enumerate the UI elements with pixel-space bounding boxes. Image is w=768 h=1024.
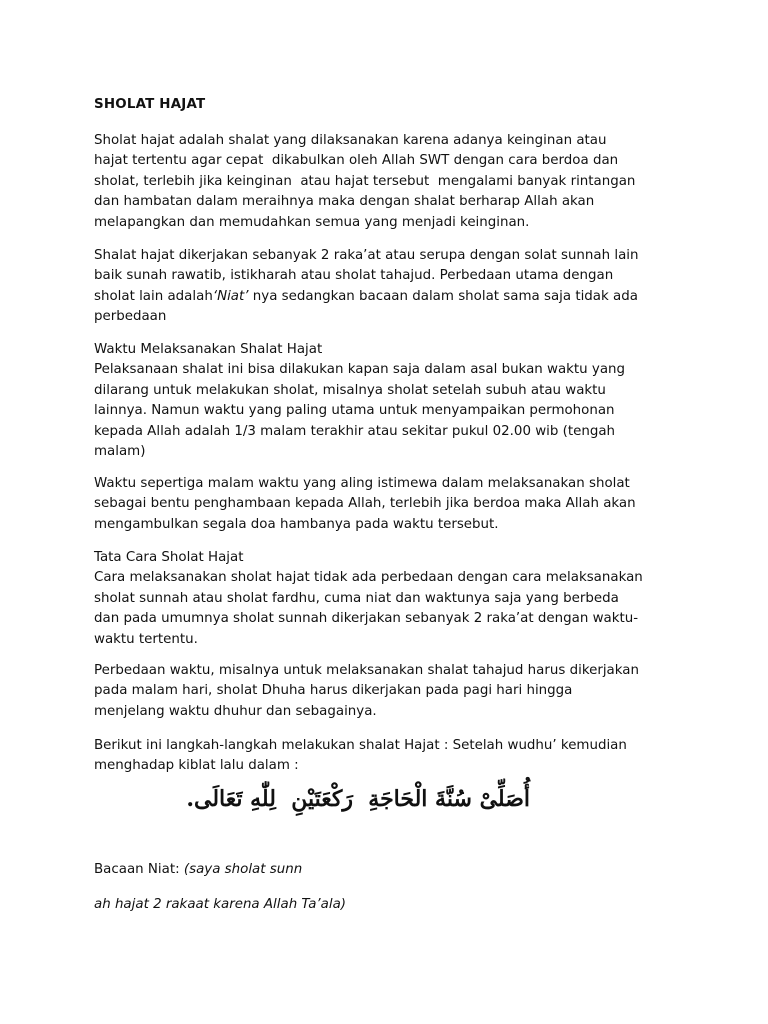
text-line: Shalat hajat dikerjakan sebanyak 2 raka’at atau serupa dengan solat sunnah lain xyxy=(94,248,639,263)
text-line: Sholat hajat adalah shalat yang dilaksanakan karena adanya keinginan atau xyxy=(94,133,607,148)
paragraph-waktu xyxy=(94,340,694,462)
section-heading: Tata Cara Sholat Hajat xyxy=(94,550,244,565)
paragraph-sepertiga-malam xyxy=(94,474,694,535)
text-line: dan pada umumnya sholat sunnah dikerjakan sebanyak 2 raka’at dengan waktu- xyxy=(94,611,639,627)
text-line: malam) xyxy=(94,444,146,460)
paragraph-perbedaan-waktu xyxy=(94,661,694,722)
text-line: mengambulkan segala doa hambanya pada waktu tersebut. xyxy=(94,516,499,532)
text-line: Cara melaksanakan sholat hajat tidak ada perbedaan dengan cara melaksanakan xyxy=(94,570,643,586)
text-line: baik sunah rawatib, istikharah atau sholat tahajud. Perbedaan utama dengan xyxy=(94,268,614,284)
text-line: dan hambatan dalam meraihnya maka dengan shalat berharap Allah akan xyxy=(94,194,595,210)
section-heading: Waktu Melaksanakan Shalat Hajat xyxy=(94,342,323,357)
text-line: Waktu sepertiga malam waktu yang aling istimewa dalam melaksanakan sholat xyxy=(94,476,630,491)
text-line: melapangkan dan memudahkan semua yang menjadi keinginan. xyxy=(94,214,530,230)
text-line: Berikut ini langkah-langkah melakukan shalat Hajat : Setelah wudhu’ kemudian xyxy=(94,738,627,753)
paragraph-tata-cara xyxy=(94,548,694,650)
paragraph-bacaan-niat xyxy=(94,860,694,880)
text-fragment: nya sedangkan bacaan dalam sholat sama saja tidak ada xyxy=(248,288,638,304)
text-line: pada malam hari, sholat Dhuha harus dikerjakan pada pagi hari hingga xyxy=(94,683,573,699)
text-line: menghadap kiblat lalu dalam : xyxy=(94,758,299,774)
paragraph-definition xyxy=(94,131,694,233)
bacaan-translation: (saya sholat sunn xyxy=(183,862,303,877)
text-line xyxy=(94,287,694,307)
text-line: kepada Allah adalah 1/3 malam terakhir atau sekitar pukul 02.00 wib (tengah xyxy=(94,423,616,439)
document-title: SHOLAT HAJAT xyxy=(94,97,206,112)
text-line: perbedaan xyxy=(94,309,167,325)
bacaan-label: Bacaan Niat: xyxy=(94,862,184,877)
text-line: waktu tertentu. xyxy=(94,631,198,647)
text-line: sholat sunnah atau sholat fardhu, cuma niat dan waktunya saja yang berbeda xyxy=(94,590,619,606)
text-line: Perbedaan waktu, misalnya untuk melaksanakan shalat tahajud harus dikerjakan xyxy=(94,663,639,678)
text-line: sebagai bentu penghambaan kepada Allah, terlebih jika berdoa maka Allah akan xyxy=(94,496,636,512)
text-line: lainnya. Namun waktu yang paling utama untuk menyampaikan permohonan xyxy=(94,403,615,419)
text-line xyxy=(94,860,694,880)
text-line: hajat tertentu agar cepat dikabulkan oleh Allah SWT dengan cara berdoa dan xyxy=(94,153,619,169)
paragraph-bacaan-continued xyxy=(94,895,694,915)
paragraph-langkah xyxy=(94,736,694,777)
paragraph-rakaat xyxy=(94,246,694,328)
text-line: Pelaksanaan shalat ini bisa dilakukan kapan saja dalam asal bukan waktu yang xyxy=(94,362,626,378)
text-fragment: sholat lain adalah xyxy=(94,288,213,304)
arabic-niat-text: أُصَلِّىْ سُنَّةَ الْحَاجَةِ رَكْعَتَيْنِ لِلّٰهِ تَعَالَى. xyxy=(186,786,530,812)
text-line: sholat, terlebih jika keinginan atau hajat tersebut mengalami banyak rintangan xyxy=(94,173,636,189)
niat-emphasis: ‘Niat’ xyxy=(212,288,249,304)
text-line: dilarang untuk melakukan sholat, misalnya sholat setelah subuh atau waktu xyxy=(94,382,606,398)
bacaan-translation-continued: ah hajat 2 rakaat karena Allah Ta’ala) xyxy=(94,897,347,912)
text-line: menjelang waktu dhuhur dan sebagainya. xyxy=(94,703,377,719)
